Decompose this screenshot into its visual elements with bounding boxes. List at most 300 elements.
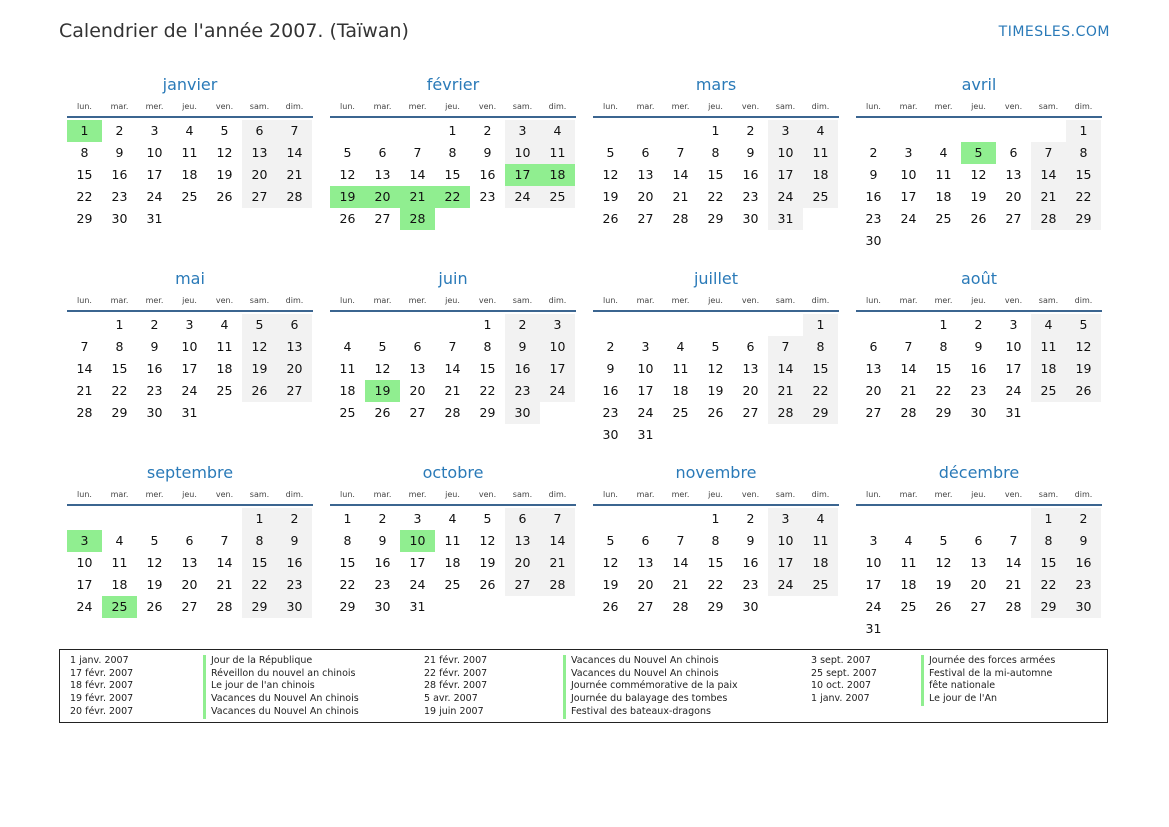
weekend-day-cell: 9 <box>277 530 312 552</box>
weekday-label: jeu. <box>182 296 197 305</box>
weekday-label: dim. <box>548 102 567 111</box>
weekday-label: jeu. <box>971 102 986 111</box>
empty-cell <box>891 120 926 142</box>
day-cell: 18 <box>216 361 233 376</box>
day-cell: 16 <box>865 189 882 204</box>
weekday-label: ven. <box>215 102 234 111</box>
day-cell: 14 <box>409 167 426 182</box>
weekend-day-cell: 11 <box>803 142 838 164</box>
weekday-label: ven. <box>215 490 234 499</box>
day-cell: 17 <box>146 167 163 182</box>
weekend-day-cell: 8 <box>1066 142 1101 164</box>
holiday-day-cell: 20 <box>365 186 400 208</box>
day-cell: 13 <box>1005 167 1022 182</box>
month-name: mars <box>695 75 737 94</box>
weekend-day-cell: 11 <box>803 530 838 552</box>
weekday-label: jeu. <box>182 490 197 499</box>
day-grid <box>67 120 313 230</box>
weekend-day-cell: 18 <box>803 552 838 574</box>
day-cell: 27 <box>742 405 759 420</box>
holiday-names-col-2 <box>563 655 738 719</box>
day-cell: 1 <box>343 511 352 526</box>
day-cell: 16 <box>970 361 987 376</box>
day-cell: 6 <box>413 339 422 354</box>
weekday-label: mar. <box>636 490 655 499</box>
weekend-day-cell: 4 <box>803 508 838 530</box>
weekend-day-cell: 22 <box>803 380 838 402</box>
weekend-day-cell: 4 <box>540 120 575 142</box>
weekend-day-cell: 21 <box>277 164 312 186</box>
empty-cell <box>768 314 803 336</box>
weekday-label: dim. <box>1074 296 1093 305</box>
day-cell: 25 <box>339 405 356 420</box>
day-cell: 22 <box>707 189 724 204</box>
day-cell: 14 <box>900 361 917 376</box>
weekday-label: lun. <box>340 296 355 305</box>
day-cell: 30 <box>111 211 128 226</box>
day-cell: 30 <box>865 233 882 248</box>
weekend-day-cell: 22 <box>1066 186 1101 208</box>
weekday-label: mer. <box>145 490 164 499</box>
day-cell: 9 <box>115 145 124 160</box>
day-cell: 8 <box>115 339 124 354</box>
month-name: décembre <box>938 463 1020 482</box>
day-cell: 29 <box>935 405 952 420</box>
day-cell: 10 <box>865 555 882 570</box>
day-cell: 18 <box>181 167 198 182</box>
day-cell: 24 <box>409 577 426 592</box>
day-cell: 10 <box>637 361 654 376</box>
day-cell: 15 <box>479 361 496 376</box>
day-cell: 29 <box>76 211 93 226</box>
day-grid <box>67 508 313 618</box>
holiday-names-col-3 <box>921 655 1055 706</box>
day-cell: 8 <box>448 145 457 160</box>
day-cell: 10 <box>76 555 93 570</box>
day-cell: 6 <box>641 533 650 548</box>
weekend-day-cell: 4 <box>803 120 838 142</box>
weekday-label: mer. <box>408 296 427 305</box>
day-cell: 14 <box>672 167 689 182</box>
empty-cell <box>856 314 891 336</box>
weekend-day-cell: 21 <box>1031 186 1066 208</box>
weekday-header <box>67 486 313 506</box>
weekday-label: ven. <box>741 102 760 111</box>
day-cell: 20 <box>637 577 654 592</box>
weekend-day-cell: 14 <box>277 142 312 164</box>
day-cell: 6 <box>641 145 650 160</box>
day-cell: 2 <box>869 145 878 160</box>
weekday-label: mar. <box>899 296 918 305</box>
weekend-day-cell: 28 <box>768 402 803 424</box>
holiday-date: 19 juin 2007 <box>424 705 484 717</box>
day-cell: 13 <box>637 555 654 570</box>
day-cell: 2 <box>974 317 983 332</box>
month-name: octobre <box>422 463 484 482</box>
day-cell: 17 <box>409 555 426 570</box>
day-cell: 9 <box>974 339 983 354</box>
day-cell: 18 <box>111 577 128 592</box>
day-cell: 21 <box>444 383 461 398</box>
day-cell: 21 <box>1005 577 1022 592</box>
day-cell: 4 <box>676 339 685 354</box>
month-name: septembre <box>146 463 234 482</box>
weekday-label: sam. <box>249 102 270 111</box>
weekday-label: mar. <box>373 102 392 111</box>
day-cell: 13 <box>637 167 654 182</box>
day-cell: 17 <box>900 189 917 204</box>
weekday-label: dim. <box>1074 102 1093 111</box>
holiday-date: 28 févr. 2007 <box>424 680 488 692</box>
weekend-day-cell: 1 <box>1066 120 1101 142</box>
holiday-name: Le jour de l'an chinois <box>203 680 359 693</box>
weekday-label: lun. <box>77 490 92 499</box>
day-cell: 5 <box>378 339 387 354</box>
weekday-label: jeu. <box>708 296 723 305</box>
day-cell: 20 <box>1005 189 1022 204</box>
weekend-day-cell: 18 <box>803 164 838 186</box>
weekday-label: mer. <box>934 490 953 499</box>
weekday-label: dim. <box>548 490 567 499</box>
weekend-day-cell: 20 <box>242 164 277 186</box>
month-3 <box>593 72 839 266</box>
brand-link[interactable]: TIMESLES.COM <box>998 24 1110 40</box>
holiday-date: 25 sept. 2007 <box>811 667 877 679</box>
weekend-day-cell: 16 <box>505 358 540 380</box>
day-cell: 30 <box>970 405 987 420</box>
day-cell: 15 <box>76 167 93 182</box>
holiday-day-cell: 19 <box>330 186 365 208</box>
weekday-label: dim. <box>285 102 304 111</box>
weekday-header <box>593 486 839 506</box>
holiday-day-cell: 25 <box>102 596 137 618</box>
weekend-day-cell: 3 <box>768 508 803 530</box>
day-cell: 5 <box>220 123 229 138</box>
day-cell: 26 <box>935 599 952 614</box>
page-title: Calendrier de l'année 2007. (Taïwan) <box>59 20 409 42</box>
month-grid <box>67 72 1102 654</box>
weekend-day-cell: 13 <box>505 530 540 552</box>
empty-cell <box>67 508 102 530</box>
weekend-day-cell: 29 <box>1031 596 1066 618</box>
month-name: novembre <box>675 463 757 482</box>
day-cell: 12 <box>216 145 233 160</box>
weekday-label: jeu. <box>445 296 460 305</box>
holiday-name: Vacances du Nouvel An chinois <box>203 706 359 719</box>
day-cell: 2 <box>746 511 755 526</box>
weekday-header <box>330 98 576 118</box>
day-cell: 22 <box>707 577 724 592</box>
weekend-day-cell: 24 <box>768 186 803 208</box>
weekday-label: lun. <box>866 490 881 499</box>
day-cell: 23 <box>970 383 987 398</box>
day-cell: 23 <box>146 383 163 398</box>
day-cell: 25 <box>672 405 689 420</box>
day-cell: 28 <box>900 405 917 420</box>
day-cell: 17 <box>637 383 654 398</box>
day-cell: 15 <box>707 167 724 182</box>
day-cell: 2 <box>150 317 159 332</box>
weekend-day-cell: 30 <box>1066 596 1101 618</box>
day-cell: 29 <box>707 599 724 614</box>
weekend-day-cell: 6 <box>505 508 540 530</box>
day-cell: 18 <box>339 383 356 398</box>
day-cell: 1 <box>711 511 720 526</box>
day-cell: 16 <box>374 555 391 570</box>
weekend-day-cell: 10 <box>505 142 540 164</box>
weekend-day-cell: 12 <box>242 336 277 358</box>
day-cell: 21 <box>672 577 689 592</box>
month-7 <box>593 266 839 460</box>
weekend-day-cell: 20 <box>277 358 312 380</box>
weekday-label: mar. <box>636 296 655 305</box>
day-cell: 5 <box>150 533 159 548</box>
holiday-name: Journée commémorative de la paix <box>563 680 738 693</box>
holiday-date: 19 févr. 2007 <box>70 693 134 705</box>
day-cell: 29 <box>707 211 724 226</box>
day-cell: 10 <box>181 339 198 354</box>
day-cell: 4 <box>939 145 948 160</box>
day-cell: 12 <box>602 167 619 182</box>
holiday-date: 1 janv. 2007 <box>811 693 870 705</box>
weekday-label: mar. <box>110 102 129 111</box>
empty-cell <box>67 314 102 336</box>
day-cell: 14 <box>216 555 233 570</box>
weekend-day-cell: 15 <box>1031 552 1066 574</box>
weekday-label: mar. <box>373 296 392 305</box>
day-cell: 21 <box>672 189 689 204</box>
empty-cell <box>330 314 365 336</box>
empty-cell <box>400 314 435 336</box>
holiday-date: 17 févr. 2007 <box>70 667 134 679</box>
day-cell: 26 <box>602 211 619 226</box>
day-cell: 2 <box>606 339 615 354</box>
day-cell: 7 <box>676 533 685 548</box>
holiday-day-cell: 5 <box>961 142 996 164</box>
holiday-name: Réveillon du nouvel an chinois <box>203 668 359 681</box>
day-cell: 11 <box>672 361 689 376</box>
holiday-name: Festival des bateaux-dragons <box>563 706 738 719</box>
day-cell: 27 <box>637 599 654 614</box>
day-cell: 24 <box>76 599 93 614</box>
day-cell: 15 <box>444 167 461 182</box>
weekday-label: sam. <box>775 296 796 305</box>
weekday-label: lun. <box>866 102 881 111</box>
empty-cell <box>593 508 628 530</box>
day-cell: 15 <box>707 555 724 570</box>
holiday-day-cell: 22 <box>435 186 470 208</box>
day-cell: 18 <box>672 383 689 398</box>
weekend-day-cell: 25 <box>803 186 838 208</box>
day-cell: 7 <box>80 339 89 354</box>
weekend-day-cell: 27 <box>242 186 277 208</box>
day-cell: 12 <box>602 555 619 570</box>
day-cell: 27 <box>865 405 882 420</box>
day-cell: 19 <box>707 383 724 398</box>
day-cell: 7 <box>904 339 913 354</box>
weekend-day-cell: 8 <box>1031 530 1066 552</box>
weekend-day-cell: 25 <box>540 186 575 208</box>
day-cell: 2 <box>483 123 492 138</box>
day-grid <box>856 508 1102 640</box>
day-cell: 19 <box>479 555 496 570</box>
day-cell: 11 <box>444 533 461 548</box>
day-cell: 30 <box>742 599 759 614</box>
month-8 <box>856 266 1102 460</box>
empty-cell <box>102 508 137 530</box>
day-cell: 23 <box>742 577 759 592</box>
holiday-day-cell: 3 <box>67 530 102 552</box>
weekend-day-cell: 28 <box>1031 208 1066 230</box>
day-cell: 22 <box>339 577 356 592</box>
weekend-day-cell: 27 <box>277 380 312 402</box>
month-6 <box>330 266 576 460</box>
day-cell: 14 <box>672 555 689 570</box>
weekday-label: sam. <box>512 490 533 499</box>
weekend-day-cell: 25 <box>803 574 838 596</box>
day-cell: 7 <box>676 145 685 160</box>
holiday-date: 18 févr. 2007 <box>70 680 134 692</box>
weekend-day-cell: 25 <box>1031 380 1066 402</box>
month-name: juin <box>438 269 468 288</box>
day-cell: 8 <box>939 339 948 354</box>
day-cell: 19 <box>602 189 619 204</box>
weekday-label: dim. <box>811 102 830 111</box>
weekend-day-cell: 2 <box>277 508 312 530</box>
month-11 <box>593 460 839 654</box>
weekend-day-cell: 3 <box>505 120 540 142</box>
day-cell: 30 <box>146 405 163 420</box>
day-cell: 9 <box>746 533 755 548</box>
day-cell: 17 <box>865 577 882 592</box>
day-cell: 12 <box>707 361 724 376</box>
day-cell: 20 <box>409 383 426 398</box>
weekday-label: ven. <box>1004 490 1023 499</box>
weekend-day-cell: 28 <box>540 574 575 596</box>
weekday-label: dim. <box>811 296 830 305</box>
empty-cell <box>435 314 470 336</box>
day-grid <box>593 120 839 230</box>
day-cell: 5 <box>343 145 352 160</box>
weekday-label: lun. <box>866 296 881 305</box>
empty-cell <box>891 314 926 336</box>
empty-cell <box>856 508 891 530</box>
day-cell: 5 <box>606 533 615 548</box>
day-cell: 26 <box>970 211 987 226</box>
weekday-label: jeu. <box>708 490 723 499</box>
empty-cell <box>172 508 207 530</box>
day-cell: 27 <box>181 599 198 614</box>
day-cell: 22 <box>479 383 496 398</box>
day-cell: 26 <box>479 577 496 592</box>
holiday-date: 3 sept. 2007 <box>811 655 871 666</box>
day-cell: 24 <box>181 383 198 398</box>
holiday-dates-col-3 <box>811 655 877 706</box>
empty-cell <box>628 508 663 530</box>
weekday-label: ven. <box>741 296 760 305</box>
weekend-day-cell: 15 <box>1066 164 1101 186</box>
day-cell: 4 <box>220 317 229 332</box>
weekday-label: dim. <box>811 490 830 499</box>
weekday-label: mar. <box>899 102 918 111</box>
day-cell: 26 <box>216 189 233 204</box>
day-cell: 29 <box>111 405 128 420</box>
day-cell: 28 <box>1005 599 1022 614</box>
weekday-label: ven. <box>1004 296 1023 305</box>
weekend-day-cell: 16 <box>277 552 312 574</box>
day-cell: 3 <box>904 145 913 160</box>
day-cell: 3 <box>1009 317 1018 332</box>
weekend-day-cell: 19 <box>242 358 277 380</box>
day-cell: 11 <box>339 361 356 376</box>
day-cell: 16 <box>602 383 619 398</box>
day-cell: 29 <box>339 599 356 614</box>
day-cell: 10 <box>900 167 917 182</box>
day-cell: 1 <box>483 317 492 332</box>
day-cell: 14 <box>444 361 461 376</box>
day-cell: 8 <box>711 533 720 548</box>
day-grid <box>67 314 313 424</box>
empty-cell <box>137 508 172 530</box>
weekday-label: jeu. <box>708 102 723 111</box>
weekend-day-cell: 10 <box>768 142 803 164</box>
holiday-name: Vacances du Nouvel An chinois <box>563 668 738 681</box>
day-cell: 16 <box>742 167 759 182</box>
day-cell: 21 <box>216 577 233 592</box>
day-cell: 29 <box>479 405 496 420</box>
month-name: juillet <box>693 269 739 288</box>
weekday-label: sam. <box>1038 490 1059 499</box>
holiday-date: 22 févr. 2007 <box>424 667 488 679</box>
day-cell: 12 <box>935 555 952 570</box>
day-cell: 3 <box>641 339 650 354</box>
day-cell: 31 <box>637 427 654 442</box>
day-cell: 19 <box>146 577 163 592</box>
empty-cell <box>961 508 996 530</box>
weekend-day-cell: 15 <box>242 552 277 574</box>
day-cell: 25 <box>900 599 917 614</box>
empty-cell <box>628 120 663 142</box>
day-cell: 28 <box>672 599 689 614</box>
day-cell: 19 <box>935 577 952 592</box>
weekend-day-cell: 15 <box>803 358 838 380</box>
empty-cell <box>663 508 698 530</box>
day-cell: 8 <box>343 533 352 548</box>
day-cell: 11 <box>216 339 233 354</box>
weekend-day-cell: 22 <box>242 574 277 596</box>
day-cell: 7 <box>1009 533 1018 548</box>
month-name: mai <box>175 269 205 288</box>
day-cell: 24 <box>900 211 917 226</box>
day-cell: 30 <box>602 427 619 442</box>
weekday-label: mar. <box>636 102 655 111</box>
holiday-day-cell: 10 <box>400 530 435 552</box>
weekend-day-cell: 6 <box>277 314 312 336</box>
day-cell: 31 <box>181 405 198 420</box>
empty-cell <box>330 120 365 142</box>
day-cell: 7 <box>220 533 229 548</box>
month-2 <box>330 72 576 266</box>
weekday-label: mer. <box>671 296 690 305</box>
day-cell: 12 <box>479 533 496 548</box>
weekday-label: sam. <box>249 296 270 305</box>
empty-cell <box>365 120 400 142</box>
weekend-day-cell: 3 <box>768 120 803 142</box>
day-cell: 13 <box>374 167 391 182</box>
day-cell: 20 <box>865 383 882 398</box>
weekend-day-cell: 17 <box>768 552 803 574</box>
day-cell: 5 <box>483 511 492 526</box>
